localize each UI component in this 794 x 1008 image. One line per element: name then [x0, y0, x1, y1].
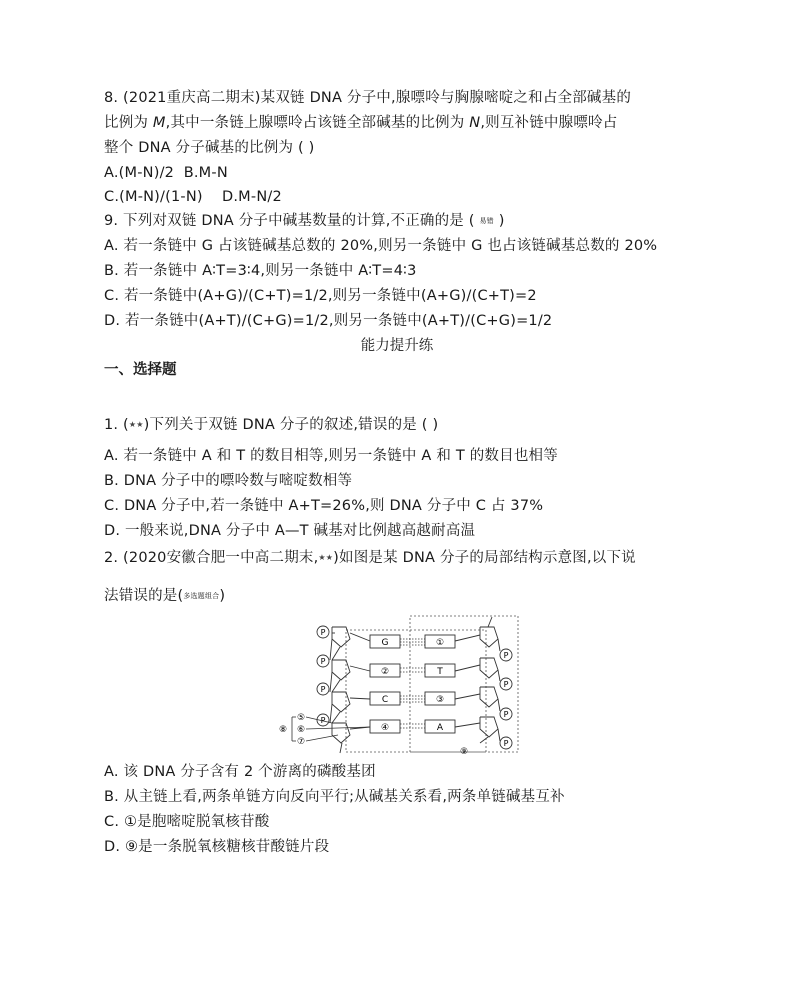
phosphate-label: P — [503, 710, 509, 719]
q2-option-d[interactable]: D. ⑨是一条脱氧核糖核苷酸链片段 — [104, 839, 330, 855]
phosphate-label: P — [320, 685, 326, 694]
dashed-box-nucleotide — [346, 630, 486, 752]
left-bases — [370, 635, 400, 733]
hydrogen-bonds — [400, 639, 425, 728]
q8-line2-a: 比例为 — [104, 115, 153, 131]
phosphate-label: P — [320, 628, 326, 637]
q1-option-d[interactable]: D. 一般来说,DNA 分子中 A—T 碱基对比例越高越耐高温 — [104, 523, 476, 539]
q9-stem-text: 9. 下列对双链 DNA 分子中碱基数量的计算,不正确的是 ( — [104, 213, 475, 229]
q9-close: ) — [498, 213, 505, 229]
q8-stem-line2 — [104, 113, 617, 133]
q9-tag: 易错 — [479, 217, 494, 225]
label-8: ⑧ — [278, 725, 288, 735]
difficulty-stars-icon: ★★ — [318, 553, 334, 562]
phosphate-label: P — [320, 657, 326, 666]
q1-stem — [104, 415, 438, 435]
phosphate-label: P — [503, 680, 509, 689]
base-g: G — [381, 638, 389, 648]
label-6: ⑥ — [296, 725, 306, 735]
q2-option-c[interactable]: C. ①是胞嘧啶脱氧核苷酸 — [104, 814, 270, 830]
dna-structure-diagram — [270, 613, 530, 755]
q2-line1-a: 2. (2020安徽合肥一中高二期末, — [104, 550, 319, 566]
q8-options-row2 — [104, 187, 282, 207]
base-a: A — [436, 723, 444, 733]
q8-stem-line1: 8. (2021重庆高二期末)某双链 DNA 分子中,腺嘌呤与胸腺嘧啶之和占全部碱基的 — [104, 90, 632, 106]
q8-stem-line3: 整个 DNA 分子碱基的比例为 ( ) — [104, 140, 315, 156]
right-bases — [425, 635, 455, 733]
base-4: ④ — [380, 723, 390, 733]
q8-var-n: N — [469, 115, 481, 131]
q2-tag: 多选题组合 — [183, 592, 220, 600]
q9-option-a[interactable]: A. 若一条链中 G 占该链碱基总数的 20%,则另一条链中 G 也占该链碱基总数的 20% — [104, 238, 658, 254]
q8-option-d[interactable]: D.M-N/2 — [222, 189, 282, 205]
base-3: ③ — [435, 695, 445, 705]
q1-num: 1. ( — [104, 417, 129, 433]
q2-stem-line1 — [104, 548, 636, 568]
q8-var-m: M — [152, 115, 166, 131]
q1-option-b[interactable]: B. DNA 分子中的嘌呤数与嘧啶数相等 — [104, 473, 353, 489]
label-5: ⑤ — [296, 713, 306, 723]
q1-option-a[interactable]: A. 若一条链中 A 和 T 的数目相等,则另一条链中 A 和 T 的数目也相等 — [104, 448, 558, 464]
q1-option-c[interactable]: C. DNA 分子中,若一条链中 A+T=26%,则 DNA 分子中 C 占 37% — [104, 498, 544, 514]
left-strand — [330, 627, 370, 753]
label-7: ⑦ — [296, 737, 306, 747]
left-phosphate-groups — [317, 626, 329, 726]
q8-options-row1 — [104, 163, 228, 183]
q8-line2-c: ,则互补链中腺嘌呤占 — [480, 115, 618, 131]
base-2: ② — [380, 667, 390, 677]
difficulty-stars-icon: ★★ — [128, 420, 144, 429]
base-t: T — [437, 667, 443, 677]
q1-stem-text: )下列关于双链 DNA 分子的叙述,错误的是 ( ) — [143, 417, 439, 433]
q9-option-b[interactable]: B. 若一条链中 A∶T=3∶4,则另一条链中 A∶T=4∶3 — [104, 263, 417, 279]
phosphate-label: P — [320, 716, 326, 725]
phosphate-label: P — [503, 651, 509, 660]
q2-option-b[interactable]: B. 从主链上看,两条单链方向反向平行;从碱基关系看,两条单链碱基互补 — [104, 789, 565, 805]
base-c: C — [381, 695, 389, 705]
right-strand — [455, 617, 500, 743]
q8-option-a[interactable]: A.(M-N)/2 — [104, 165, 175, 181]
base-1: ① — [435, 638, 445, 648]
q2-option-a[interactable]: A. 该 DNA 分子含有 2 个游离的磷酸基团 — [104, 764, 376, 780]
q2-stem-line2 — [104, 586, 225, 606]
phosphate-label: P — [503, 739, 509, 748]
q8-option-c[interactable]: C.(M-N)/(1-N) — [104, 189, 203, 205]
q9-option-d[interactable]: D. 若一条链中(A+T)/(C+G)=1/2,则另一条链中(A+T)/(C+G)=1/2 — [104, 313, 553, 329]
q9-stem — [104, 211, 505, 231]
q8-line2-b: ,其中一条链上腺嘌呤占该链全部碱基的比例为 — [165, 115, 470, 131]
q2-line2-text: 法错误的是( — [104, 588, 184, 604]
section-title: 能力提升练 — [360, 338, 434, 354]
q8-option-b[interactable]: B.M-N — [183, 165, 228, 181]
q2-line1-b: )如图是某 DNA 分子的局部结构示意图,以下说 — [333, 550, 636, 566]
q2-line2-close: ) — [219, 588, 226, 604]
right-phosphate-groups — [500, 649, 512, 749]
label-group — [279, 713, 468, 755]
section-subtitle: 一、选择题 — [104, 362, 177, 378]
label-9: ⑨ — [459, 747, 469, 755]
q9-option-c[interactable]: C. 若一条链中(A+G)/(C+T)=1/2,则另一条链中(A+G)/(C+T)=2 — [104, 288, 537, 304]
